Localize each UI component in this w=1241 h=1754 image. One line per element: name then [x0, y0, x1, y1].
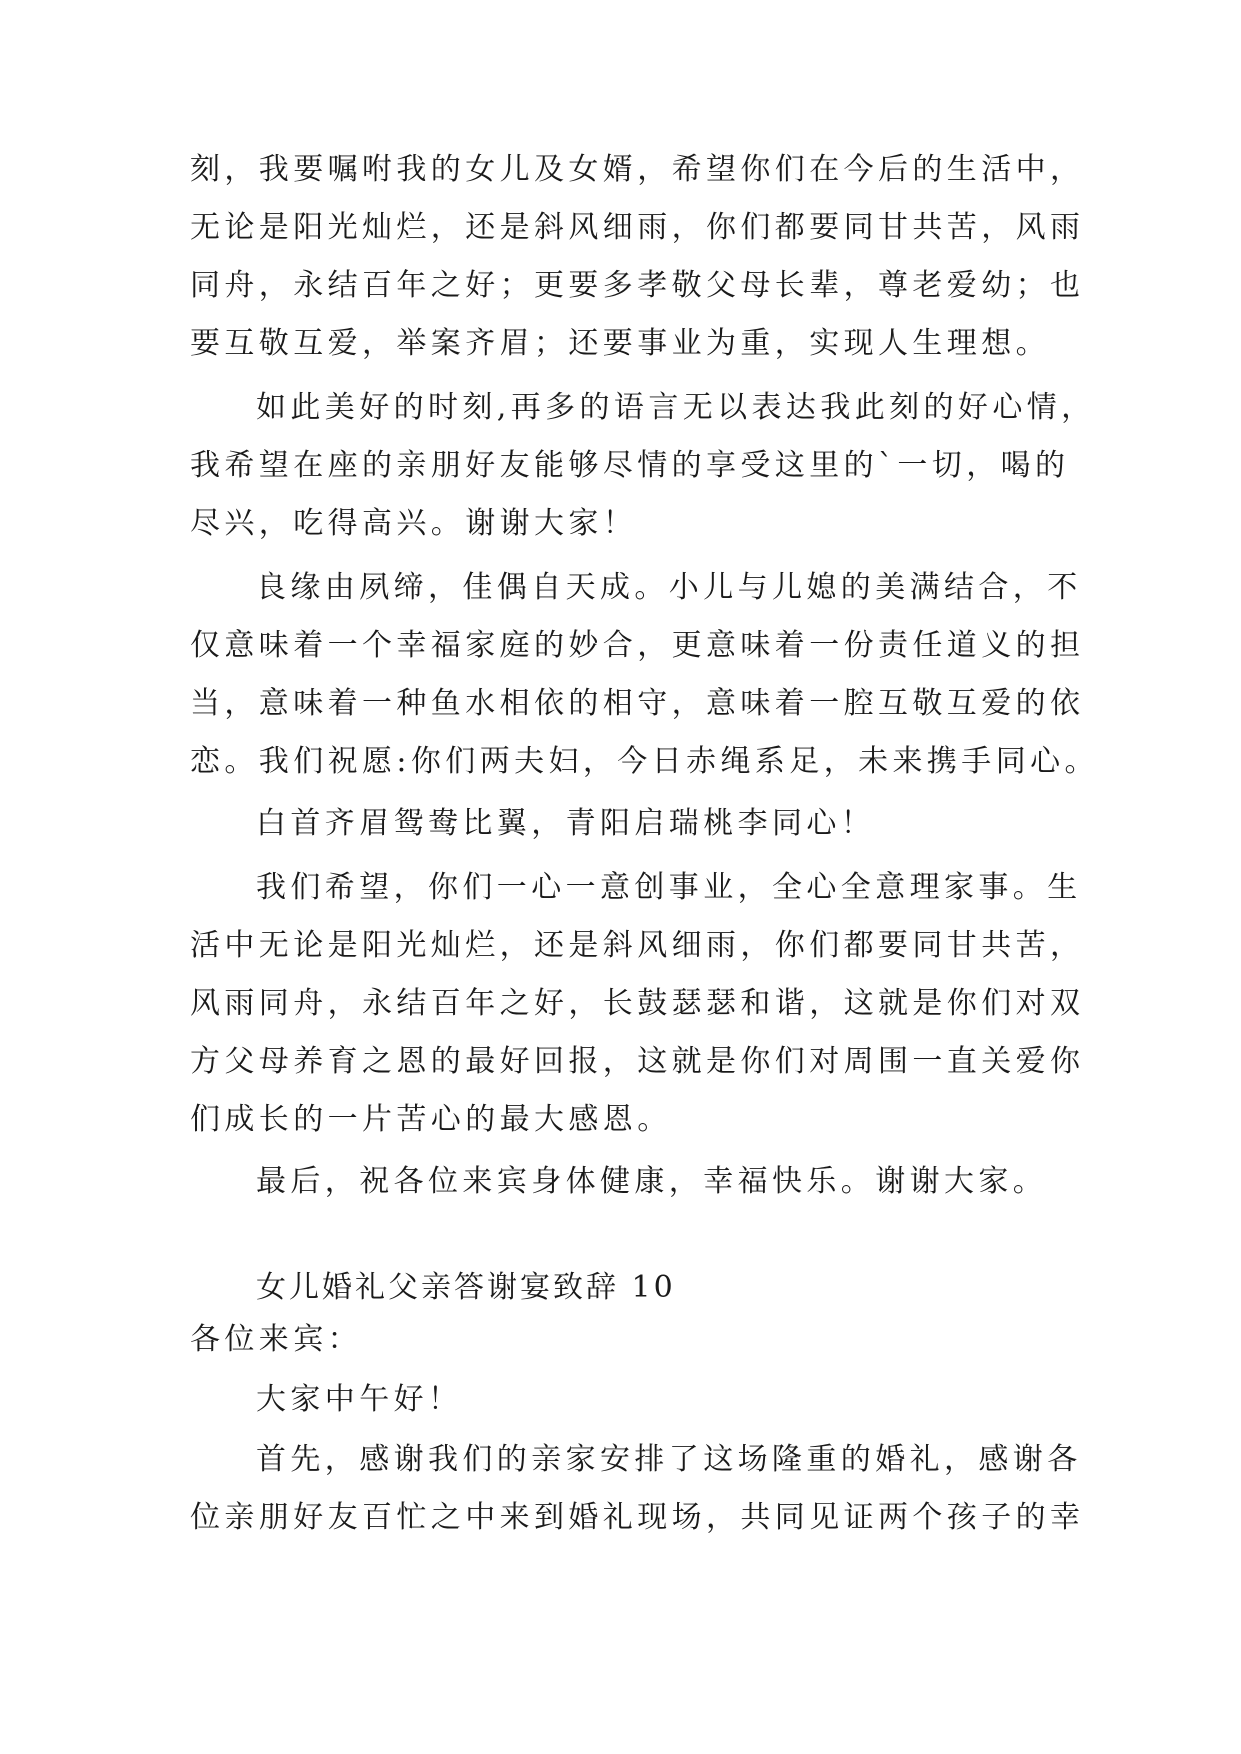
- paragraph-line: 位亲朋好友百忙之中来到婚礼现场，共同见证两个孩子的幸: [190, 1500, 1085, 1535]
- paragraph-line: 们成长的一片苦心的最大感恩。: [190, 1102, 672, 1137]
- paragraph-line: 要互敬互爱，举案齐眉；还要事业为重，实现人生理想。: [190, 326, 1050, 361]
- paragraph-line: 风雨同舟，永结百年之好，长鼓瑟瑟和谐，这就是你们对双: [190, 986, 1085, 1021]
- paragraph-line: 活中无论是阳光灿烂，还是斜风细雨，你们都要同甘共苦，: [190, 928, 1085, 963]
- paragraph-line: 恋。我们祝愿:你们两夫妇，今日赤绳系足，未来携手同心。: [190, 744, 1099, 779]
- paragraph-line: 无论是阳光灿烂，还是斜风细雨，你们都要同甘共苦，风雨: [190, 210, 1085, 245]
- paragraph-line: 白首齐眉鸳鸯比翼，青阳启瑞桃李同心！: [256, 806, 876, 841]
- paragraph-line: 最后，祝各位来宾身体健康，幸福快乐。谢谢大家。: [256, 1164, 1048, 1199]
- paragraph-line: 当，意味着一种鱼水相依的相守，意味着一腔互敬互爱的依: [190, 686, 1085, 721]
- paragraph-line: 方父母养育之恩的最好回报，这就是你们对周围一直关爱你: [190, 1044, 1085, 1079]
- paragraph-line: 同舟，永结百年之好；更要多孝敬父母长辈，尊老爱幼；也: [190, 268, 1085, 303]
- paragraph-line: 尽兴，吃得高兴。谢谢大家！: [190, 506, 638, 541]
- greeting: 大家中午好！: [256, 1382, 463, 1417]
- paragraph-line: 如此美好的时刻,再多的语言无以表达我此刻的好心情，: [256, 390, 1096, 425]
- paragraph-line: 我希望在座的亲朋好友能够尽情的享受这里的`一切，喝的: [190, 448, 1070, 483]
- paragraph-line: 首先，感谢我们的亲家安排了这场隆重的婚礼，感谢各: [256, 1442, 1082, 1477]
- paragraph-line: 良缘由夙缔，佳偶自天成。小儿与儿媳的美满结合，不: [256, 570, 1082, 605]
- paragraph-line: 我们希望，你们一心一意创事业，全心全意理家事。生: [256, 870, 1082, 905]
- paragraph-line: 刻，我要嘱咐我的女儿及女婿，希望你们在今后的生活中，: [190, 152, 1085, 187]
- paragraph-line: 仅意味着一个幸福家庭的妙合，更意味着一份责任道义的担: [190, 628, 1085, 663]
- section-title: 女儿婚礼父亲答谢宴致辞 10: [256, 1270, 676, 1305]
- salutation: 各位来宾：: [190, 1322, 362, 1357]
